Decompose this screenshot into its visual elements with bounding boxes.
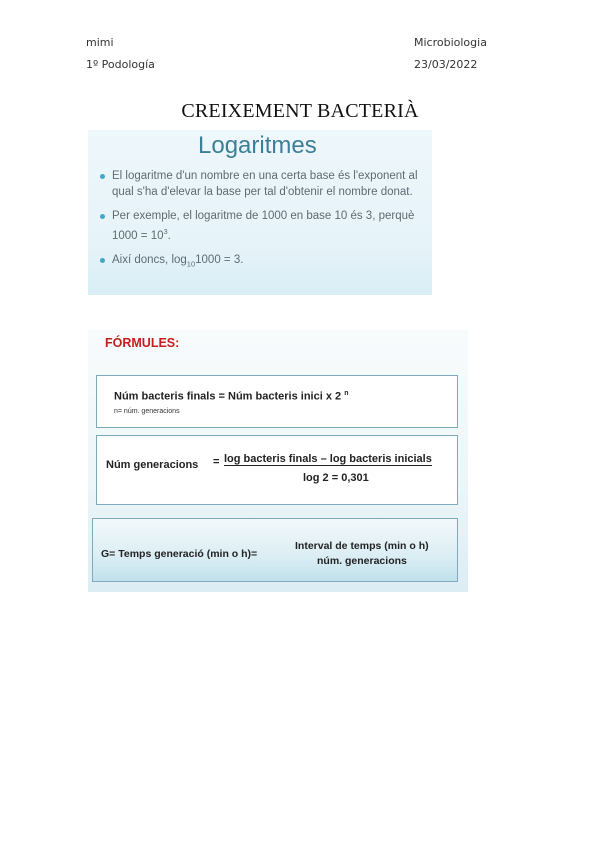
header-date: 23/03/2022 — [414, 58, 478, 71]
bullet-text: El logaritme d'un nombre en una certa base és l'exponent al qual s'ha d'elevar la base per tal d'obtenir el nombre donat. — [112, 170, 418, 198]
formula-lhs: G= Temps generació (min o h)= — [101, 548, 258, 560]
bullet-text-end: 1000 = 3. — [195, 253, 244, 266]
formula-box-final-bacteria — [96, 375, 458, 428]
formulas-slide-image — [88, 330, 468, 592]
list-item — [100, 168, 418, 200]
bullet-list — [100, 168, 418, 280]
slide-title: Logaritmes — [198, 132, 317, 159]
formula-lhs: Núm generacions — [106, 459, 199, 471]
list-item — [100, 208, 418, 244]
bullet-text: Així doncs, log — [112, 253, 187, 266]
header-author: mimi — [86, 36, 114, 49]
page-title: CREIXEMENT BACTERIÀ — [181, 100, 419, 122]
bullet-icon — [100, 174, 105, 179]
bullet-text-end: . — [167, 229, 171, 242]
formula-denominator: núm. generacions — [317, 555, 407, 567]
bullet-icon — [100, 214, 105, 219]
formula-numerator: log bacteris finals – log bacteris inicials — [224, 453, 432, 465]
formula-note: n= núm. generacions — [114, 408, 180, 415]
header-subject: Microbiologia — [414, 36, 487, 49]
bullet-text: Per exemple, el logaritme de 1000 en base 10 és 3, perquè 1000 = 10 — [112, 210, 415, 242]
formula-box-generation-time — [92, 518, 458, 582]
exponent: 3 — [163, 227, 168, 236]
equals-sign: = — [213, 456, 220, 468]
formula-denominator: log 2 = 0,301 — [303, 472, 369, 484]
formula-numerator: Interval de temps (min o h) — [295, 540, 429, 552]
bullet-icon — [100, 258, 105, 263]
formula-text: Núm bacteris finals = Núm bacteris inici x 2 $^n$ — [114, 390, 349, 403]
header-course: 1º Podología — [86, 58, 155, 71]
formula-box-generations — [96, 435, 458, 505]
list-item — [100, 252, 418, 272]
logarithms-slide-image — [88, 130, 432, 295]
formulas-heading: FÓRMULES: — [105, 336, 180, 350]
base-subscript: 10 — [186, 259, 196, 269]
